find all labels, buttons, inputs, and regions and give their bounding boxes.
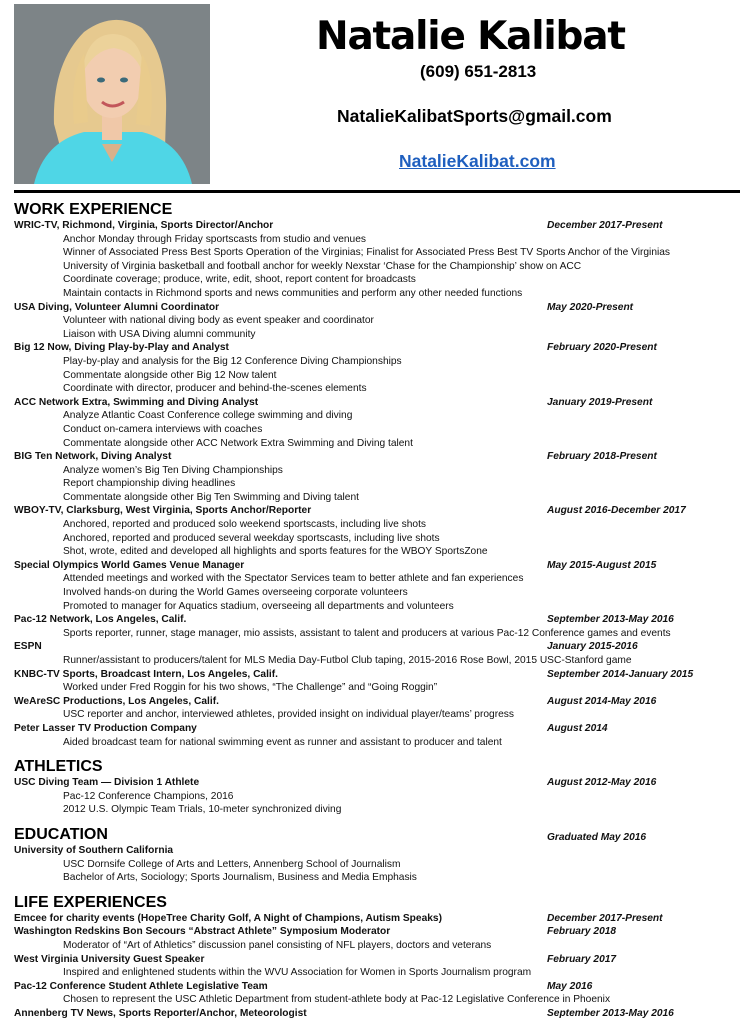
entry-header [14,504,744,518]
entry-date: December 2017-Present [547,220,663,231]
entry-title: WRIC-TV, Richmond, Virginia, Sports Director/Anchor [14,220,274,231]
entry-detail: Commentate alongside other ACC Network Extra Swimming and Diving talent [63,437,413,449]
entry-detail: Play-by-play and analysis for the Big 12 Conference Diving Championships [63,355,402,367]
entry-detail: Coordinate with director, producer and behind-the-scenes elements [63,383,367,395]
life-experiences-list [14,912,744,1021]
entry-header [14,695,744,709]
entry-detail: 2012 U.S. Olympic Team Trials, 10-meter synchronized diving [63,804,342,816]
entry-detail: Chosen to represent the USC Athletic Department from student-athlete body at Pac-12 Legislative Conference in Phoenix [63,994,611,1006]
entry-title: University of Southern California [14,844,174,856]
entry-detail: Commentate alongside other Big Ten Swimming and Diving talent [63,491,359,503]
entry-date: August 2014 [547,722,608,734]
phone-number: (609) 651-2813 [420,62,537,81]
entry-detail: Anchored, reported and produced several weekday sportscasts, including live shots [63,532,440,544]
entry-detail: Worked under Fred Roggin for his two shows, “The Challenge” and “Going Roggin” [63,682,438,694]
entry-date: August 2016-December 2017 [547,505,686,517]
entry-title: WeAreSC Productions, Los Angeles, Calif. [14,695,219,707]
entry-date: January 2015-2016 [547,641,638,653]
header-divider [14,190,740,193]
entry-title: WBOY-TV, Clarksburg, West Virginia, Sports Anchor/Reporter [14,505,312,517]
entry-detail: Bachelor of Arts, Sociology; Sports Journalism, Business and Media Emphasis [63,872,417,884]
entry-header [14,668,744,682]
section-title-work: WORK EXPERIENCE [14,201,173,218]
education-list [14,844,744,885]
entry-header [14,722,744,736]
entry-header [14,1007,744,1021]
entry-date: September 2013-May 2016 [547,1007,674,1019]
entry-header [14,219,744,233]
entry-detail: USC reporter and anchor, interviewed athletes, provided insight on individual player/teams’ progress [63,709,514,721]
entry-detail: USC Dornsife College of Arts and Letters, Annenberg School of Journalism [63,858,401,870]
entry-title: Annenberg TV News, Sports Reporter/Anchor, Meteorologist [14,1007,307,1019]
education-date: Graduated May 2016 [547,831,647,843]
entry-title: USA Diving, Volunteer Alumni Coordinator [14,301,220,313]
resume-body [14,200,744,1020]
section-title-athletics: ATHLETICS [14,758,103,776]
athletics-list [14,776,744,817]
entry-detail: Runner/assistant to producers/talent for MLS Media Day-Futbol Club taping, 2015-2016 Rose Bowl, 2015 USC-Stanford game [63,655,632,666]
entry-header [14,953,744,967]
entry-date: December 2017-Present [547,912,663,924]
entry-header [14,396,744,410]
entry-detail: Maintain contacts in Richmond sports and news communities and perform any other needed functions [63,287,523,299]
entry-title: Pac-12 Conference Student Athlete Legislative Team [14,980,268,992]
entry-date: February 2018 [547,926,617,938]
entry-date: May 2015-August 2015 [547,559,657,571]
section-title-education: EDUCATION [14,825,108,843]
entry-date: February 2018-Present [547,451,657,463]
entry-title: Washington Redskins Bon Secours “Abstract Athlete” Symposium Moderator [14,926,391,938]
entry-header [14,640,744,654]
entry-detail: Anchored, reported and produced solo weekend sportscasts, including live shots [63,519,427,531]
work-experience-list [14,219,744,749]
entry-title: Pac-12 Network, Los Angeles, Calif. [14,614,187,626]
entry-detail: Attended meetings and worked with the Spectator Services team to better athlete and fan experiences [63,573,524,585]
entry-title: KNBC-TV Sports, Broadcast Intern, Los Angeles, Calif. [14,668,278,680]
entry-date: February 2017 [547,953,617,965]
email-address: NatalieKalibatSports@gmail.com [337,106,612,126]
entry-detail: Moderator of “Art of Athletics” discussion panel consisting of NFL players, doctors and veterans [63,939,492,951]
entry-header [14,912,744,926]
entry-date: September 2014-January 2015 [547,668,694,680]
entry-detail: Commentate alongside other Big 12 Now talent [63,369,277,381]
portrait-illustration [14,4,210,184]
entry-title: Emcee for charity events (HopeTree Charity Golf, A Night of Champions, Autism Speaks) [14,912,442,924]
entry-header [14,341,744,355]
entry-detail: Volunteer with national diving body as event speaker and coordinator [63,315,374,327]
entry-detail: Analyze Atlantic Coast Conference college swimming and diving [63,410,353,422]
entry-title: Special Olympics World Games Venue Manager [14,559,245,571]
entry-date: August 2012-May 2016 [547,777,657,789]
entry-date: September 2013-May 2016 [547,614,674,626]
entry-detail: Analyze women’s Big Ten Diving Championships [63,464,283,476]
website-link[interactable]: NatalieKalibat.com [399,151,556,171]
entry-date: August 2014-May 2016 [547,695,657,707]
entry-detail: Liaison with USA Diving alumni community [63,328,256,340]
entry-detail: Promoted to manager for Aquatics stadium, overseeing all departments and volunteers [63,600,454,612]
entry-detail: Anchor Monday through Friday sportscasts from studio and venues [63,233,366,245]
entry-date: February 2020-Present [547,342,657,354]
entry-title: BIG Ten Network, Diving Analyst [14,451,172,463]
candidate-name: Natalie Kalibat [316,14,625,59]
entry-detail: University of Virginia basketball and football anchor for weekly Nexstar ‘Chase for the Championship’ show on ACC [63,260,582,272]
entry-detail: Pac-12 Conference Champions, 2016 [63,790,234,802]
entry-title: Big 12 Now, Diving Play-by-Play and Analyst [14,342,229,354]
profile-photo [14,4,210,184]
entry-date: January 2019-Present [547,396,653,408]
entry-header [14,844,744,858]
entry-detail: Coordinate coverage; produce, write, edit, shoot, report content for broadcasts [63,274,416,286]
entry-detail: Aided broadcast team for national swimming event as runner and assistant to producer and talent [63,736,502,748]
entry-detail: Sports reporter, runner, stage manager, mio assists, assistant to talent and producers at various Pac-12 Conference games and events [63,627,671,639]
entry-date: May 2016 [547,980,593,992]
entry-header [14,613,744,627]
entry-detail: Inspired and enlightened students within the WVU Association for Women in Sports Journalism program [63,967,532,979]
entry-header [14,450,744,464]
entry-header [14,925,744,939]
entry-header [14,776,744,790]
entry-date: May 2020-Present [547,301,634,313]
section-title-life: LIFE EXPERIENCES [14,893,167,911]
entry-title: West Virginia University Guest Speaker [14,953,205,965]
entry-title: Peter Lasser TV Production Company [14,722,197,734]
entry-header [14,980,744,994]
entry-detail: Involved hands-on during the World Games overseeing corporate volunteers [63,587,408,599]
entry-detail: Report championship diving headlines [63,478,236,490]
entry-header [14,559,744,573]
education-header [14,825,744,844]
entry-title: ESPN [14,641,42,653]
entry-detail: Conduct on-camera interviews with coaches [63,423,263,435]
entry-detail: Shot, wrote, edited and developed all highlights and sports features for the WBOY SportsZone [63,546,488,558]
entry-title: USC Diving Team — Division 1 Athlete [14,777,200,789]
entry-header [14,301,744,315]
entry-title: ACC Network Extra, Swimming and Diving Analyst [14,396,259,408]
entry-detail: Winner of Associated Press Best Sports Operation of the Virginias; Finalist for Associated Press Best TV Sports Anchor of the Virginias [63,247,671,259]
